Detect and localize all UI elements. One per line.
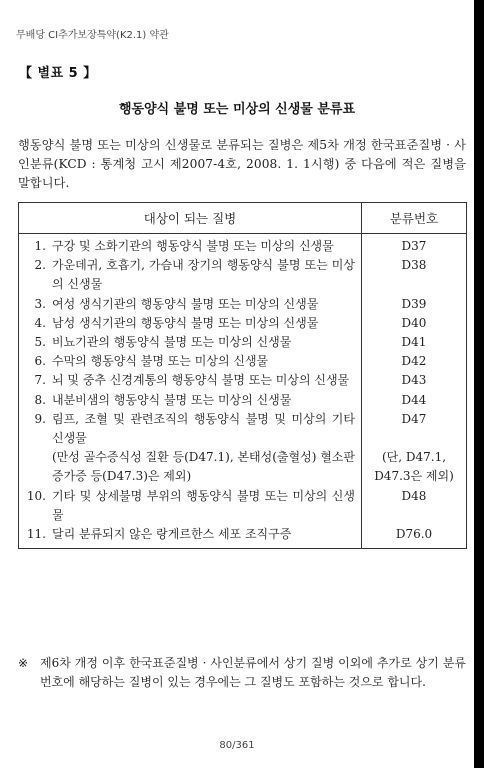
page-number: 80/361 xyxy=(219,740,255,751)
disease-code: D42 xyxy=(401,354,427,369)
table-row xyxy=(19,256,467,294)
disease-code: D44 xyxy=(401,392,427,407)
disease-name: 남성 생식기관의 행동양식 불명 또는 미상의 신생물 xyxy=(52,315,319,330)
row-number: 1. xyxy=(34,239,46,253)
row-number: 8. xyxy=(34,392,46,407)
disease-code: D38 xyxy=(401,258,427,273)
disease-name: 구강 및 소화기관의 행동양식 불명 또는 미상의 신생물 xyxy=(52,239,334,253)
table-row xyxy=(19,333,467,352)
disease-code: D48 xyxy=(401,488,427,503)
row-number: 10. xyxy=(26,488,46,503)
footnote-text: 제6차 개정 이후 한국표준질병 · 사인분류에서 상기 질병 이외에 추가로 상기 분류번호에 해당하는 질병이 있는 경우에는 그 질병도 포함하는 것으로 합니다. xyxy=(40,656,466,689)
row-number: 5. xyxy=(34,335,46,350)
disease-name: 기타 및 상세불명 부위의 행동양식 불명 또는 미상의 신생물 xyxy=(52,488,355,522)
table-row xyxy=(19,295,467,314)
footnote-mark: ※ xyxy=(18,656,29,670)
row-number: 3. xyxy=(34,296,46,311)
disease-name: 여성 생식기관의 행동양식 불명 또는 미상의 신생물 xyxy=(52,296,319,311)
disease-name: 비뇨기관의 행동양식 불명 또는 미상의 신생물 xyxy=(52,335,292,350)
row-number: 9. xyxy=(34,411,46,426)
row-number: 4. xyxy=(34,315,46,330)
table-header-row xyxy=(19,203,467,234)
classification-table xyxy=(18,202,467,549)
disease-code: D37 xyxy=(401,239,427,253)
table-row xyxy=(19,352,467,371)
disease-code: D43 xyxy=(401,373,427,388)
disease-name: 뇌 및 중추 신경계통의 행동양식 불명 또는 미상의 신생물 xyxy=(52,373,350,388)
disease-code: D76.0 xyxy=(395,527,433,542)
table-row xyxy=(19,525,467,549)
table-row xyxy=(19,234,467,257)
table-body xyxy=(19,234,467,549)
document-header: 무배당 CI추가보장특약(K2.1) 약관 xyxy=(16,30,169,41)
table-row xyxy=(19,410,467,487)
disease-name: 림프, 조혈 및 관련조직의 행동양식 불명 및 미상의 기타 신생물 xyxy=(52,411,355,446)
row-number: 2. xyxy=(34,258,46,273)
header-code: 분류번호 xyxy=(362,203,467,234)
row-number: 6. xyxy=(34,354,46,369)
intro-paragraph: 행동양식 불명 또는 미상의 신생물로 분류되는 질병은 제5차 개정 한국표준질병 · 사인분류(KCD : 통계청 고시 제2007-4호, 2008. 1. 1시행) 중 다음에 적은 질병을 말합니다. xyxy=(18,138,466,190)
disease-code: D41 xyxy=(401,335,427,350)
disease-code-note: (단, D47.1, D47.3은 제외) xyxy=(374,450,454,484)
disease-code: D40 xyxy=(401,315,427,330)
page-title: 행동양식 불명 또는 미상의 신생물 분류표 xyxy=(118,102,356,117)
header-disease: 대상이 되는 질병 xyxy=(19,203,362,234)
table-row xyxy=(19,314,467,333)
disease-exclusion-note: (만성 골수증식성 질환 등(D47.1), 본태성(출혈성) 혈소판 증가증 등(D47.3)은 제외) xyxy=(52,450,355,484)
disease-name: 내분비샘의 행동양식 불명 또는 미상의 신생물 xyxy=(52,392,292,407)
disease-code: D47 xyxy=(401,411,427,426)
row-number: 11. xyxy=(26,527,46,542)
disease-name: 달리 분류되지 않은 랑게르한스 세포 조직구증 xyxy=(52,527,292,542)
row-number: 7. xyxy=(34,373,46,388)
table-row xyxy=(19,391,467,410)
disease-name: 가운데귀, 호흡기, 가슴내 장기의 행동양식 불명 또는 미상의 신생물 xyxy=(52,258,355,292)
footnote xyxy=(18,654,466,692)
disease-name: 수막의 행동양식 불명 또는 미상의 신생물 xyxy=(52,354,269,369)
disease-code: D39 xyxy=(401,296,427,311)
table-row xyxy=(19,371,467,390)
appendix-label: 【 별표 5 】 xyxy=(19,66,97,81)
table-row xyxy=(19,487,467,525)
